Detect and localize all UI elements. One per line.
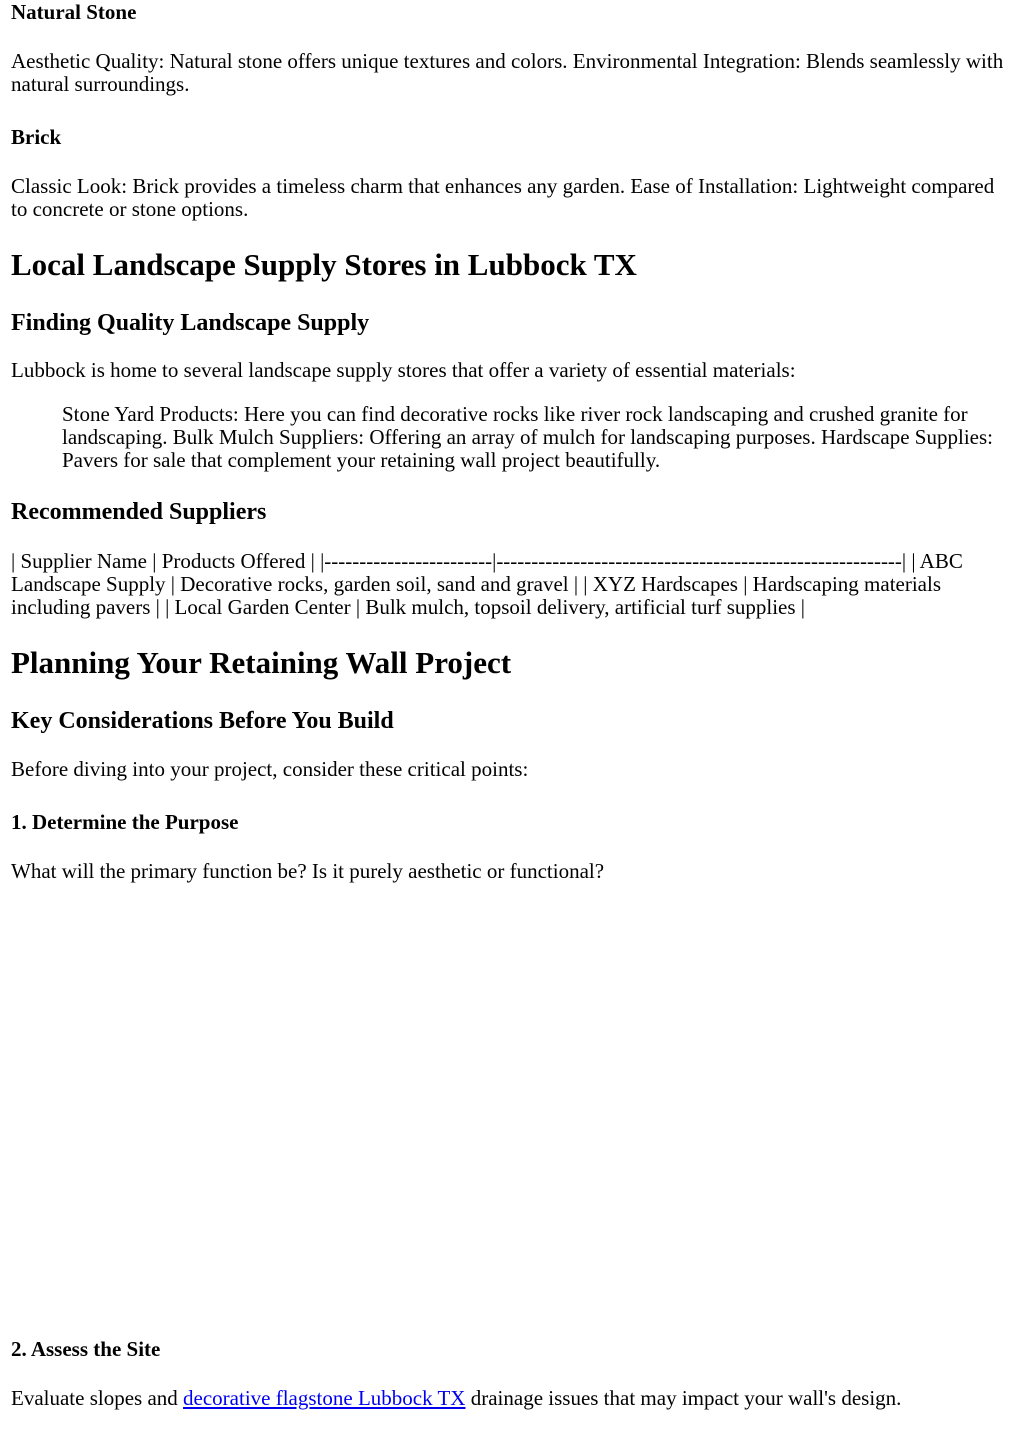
assess-site-text-after: drainage issues that may impact your wall's design. <box>465 1386 902 1410</box>
suppliers-table-text: | Supplier Name | Products Offered | |------------------------|----------------------------------------------------------| | ABC Landscape Supply | Decorative rocks, garden soil, sand and gravel | | XYZ Hardscapes | Hardscaping materials including pavers | | Local Garden Center | Bulk mulch, topsoil delivery, artificial turf supplies | <box>11 549 963 619</box>
assess-site-heading: 2. Assess the Site <box>11 1337 161 1361</box>
recommended-suppliers-heading: Recommended Suppliers <box>11 499 267 525</box>
local-stores-heading: Local Landscape Supply Stores in Lubbock TX <box>11 247 637 282</box>
purpose-heading: 1. Determine the Purpose <box>11 810 239 834</box>
natural-stone-body: Aesthetic Quality: Natural stone offers unique textures and colors. Environmental Integration: Blends seamlessly with natural surroundings. <box>11 49 1004 96</box>
brick-heading: Brick <box>11 125 62 149</box>
purpose-body: What will the primary function be? Is it purely aesthetic or functional? <box>11 859 605 883</box>
brick-body: Classic Look: Brick provides a timeless charm that enhances any garden. Ease of Installation: Lightweight compared to concrete or stone options. <box>11 174 995 221</box>
planning-heading: Planning Your Retaining Wall Project <box>11 645 512 680</box>
key-considerations-heading: Key Considerations Before You Build <box>11 708 394 734</box>
assess-site-body <box>11 1387 1013 1410</box>
decorative-flagstone-link[interactable]: decorative flagstone Lubbock TX <box>183 1386 466 1410</box>
key-considerations-intro: Before diving into your project, consider these critical points: <box>11 757 529 781</box>
finding-quality-intro: Lubbock is home to several landscape supply stores that offer a variety of essential materials: <box>11 358 796 382</box>
finding-quality-heading: Finding Quality Landscape Supply <box>11 310 370 336</box>
natural-stone-heading: Natural Stone <box>11 0 137 24</box>
supply-blockquote: Stone Yard Products: Here you can find decorative rocks like river rock landscaping and crushed granite for landscaping. Bulk Mulch Suppliers: Offering an array of mulch for landscaping purposes. Hardscape Supplies: Pavers for sale that complement your retaining wall project beautifully. <box>62 402 993 472</box>
assess-site-text-before: Evaluate slopes and <box>11 1386 184 1410</box>
